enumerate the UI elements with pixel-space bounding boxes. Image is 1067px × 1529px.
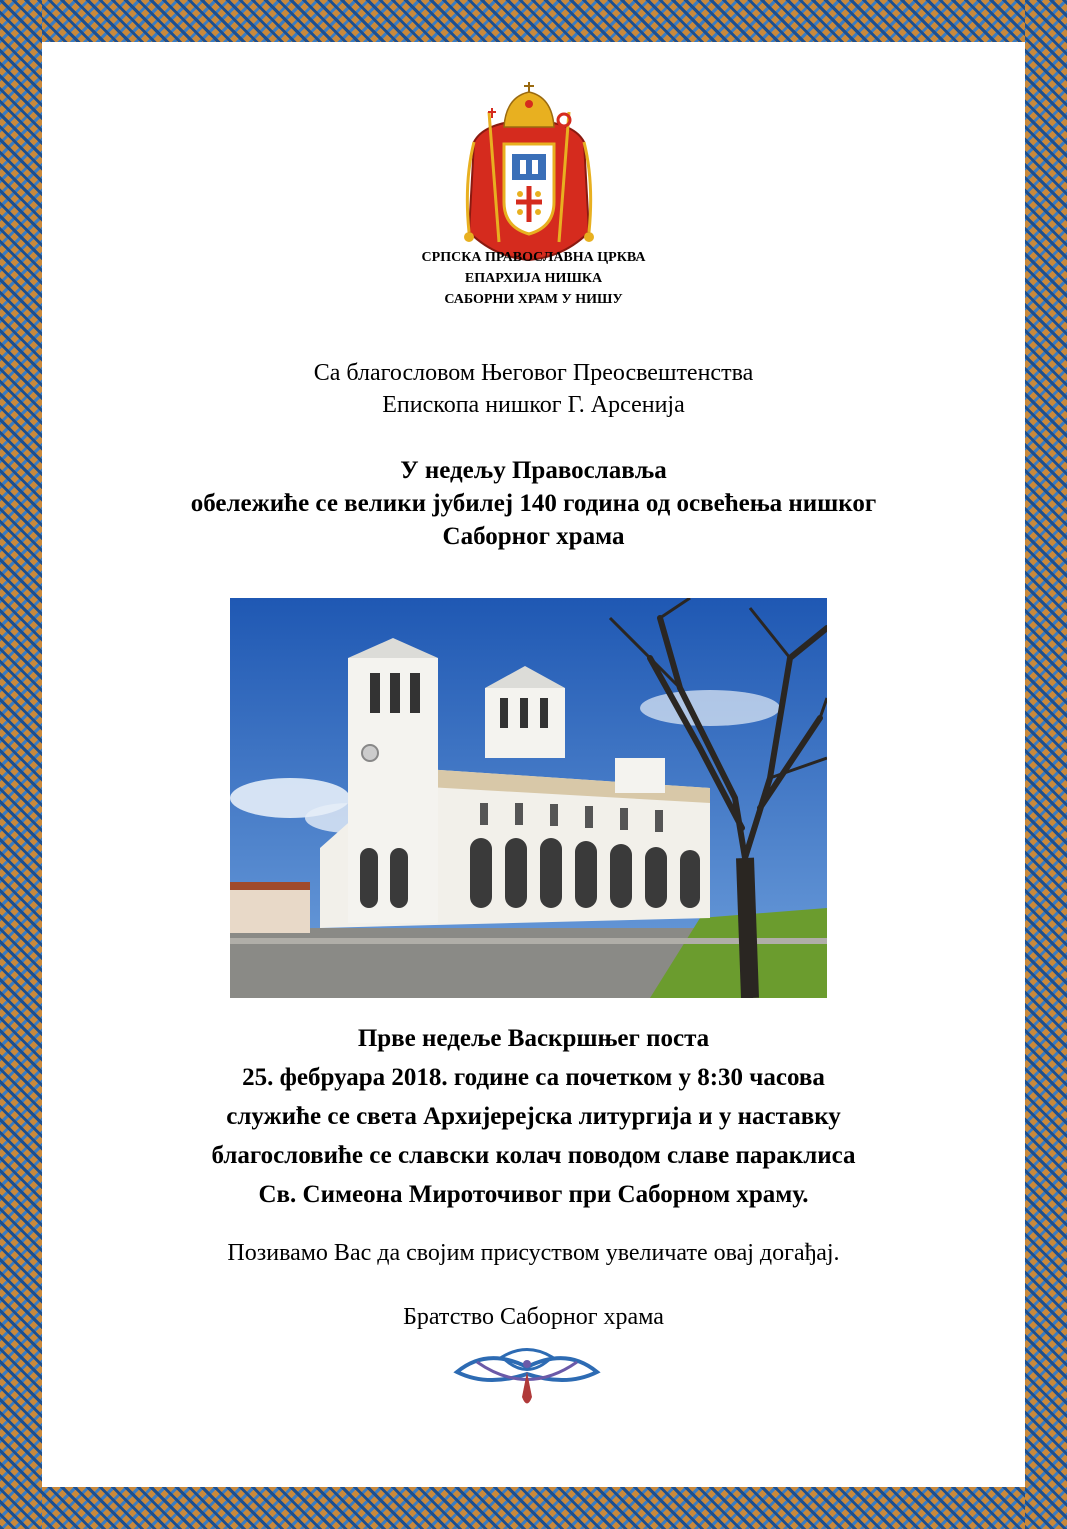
- details-line-1: Прве недеље Васкршњег поста: [357, 1025, 710, 1052]
- headline-line-1: У недељу Православља: [400, 457, 667, 484]
- organization-header: [42, 247, 1025, 310]
- organization-line-1: СРПСКА ПРАВОСЛАВНА ЦРКВА: [421, 250, 646, 265]
- invitation-text: Позивамо Вас да својим присуством увеличате овај догађај.: [227, 1240, 840, 1266]
- blessing-line-2: Епископа нишког Г. Арсенија: [382, 392, 685, 418]
- details-line-3: служиће се света Архијерејска литургија и у наставку: [226, 1103, 841, 1130]
- ornamental-border-bottom: [0, 1487, 1067, 1529]
- headline-line-2: обележиће се велики јубилеј 140 година од освећења нишког: [190, 490, 877, 517]
- cathedral-photo: [230, 598, 827, 998]
- organization-line-2: ЕПАРХИЈА НИШКА: [464, 271, 603, 286]
- ornamental-border-right: [1025, 0, 1067, 1529]
- organization-line-3: САБОРНИ ХРАМ У НИШУ: [444, 292, 623, 307]
- ornamental-border-left: [0, 0, 42, 1529]
- bishop-coat-of-arms-icon: [464, 82, 594, 272]
- celtic-knot-ornament-icon: [447, 1342, 607, 1412]
- blessing-text: [42, 357, 1025, 421]
- service-details: [42, 1019, 1025, 1214]
- details-line-5: Св. Симеона Мироточивог при Саборном храму.: [258, 1181, 809, 1208]
- blessing-line-1: Са благословом Његовог Преосвештенства: [313, 360, 754, 386]
- ornamental-border-top: [0, 0, 1067, 42]
- signature: Братство Саборног храма: [403, 1304, 664, 1330]
- details-line-4: благословиће се славски колач поводом славе параклиса: [211, 1142, 856, 1169]
- details-line-2: 25. фебруара 2018. године са почетком у 8:30 часова: [242, 1064, 825, 1091]
- document-body: [42, 42, 1025, 1487]
- headline-line-3: Саборног храма: [442, 523, 625, 550]
- headline: [42, 454, 1025, 553]
